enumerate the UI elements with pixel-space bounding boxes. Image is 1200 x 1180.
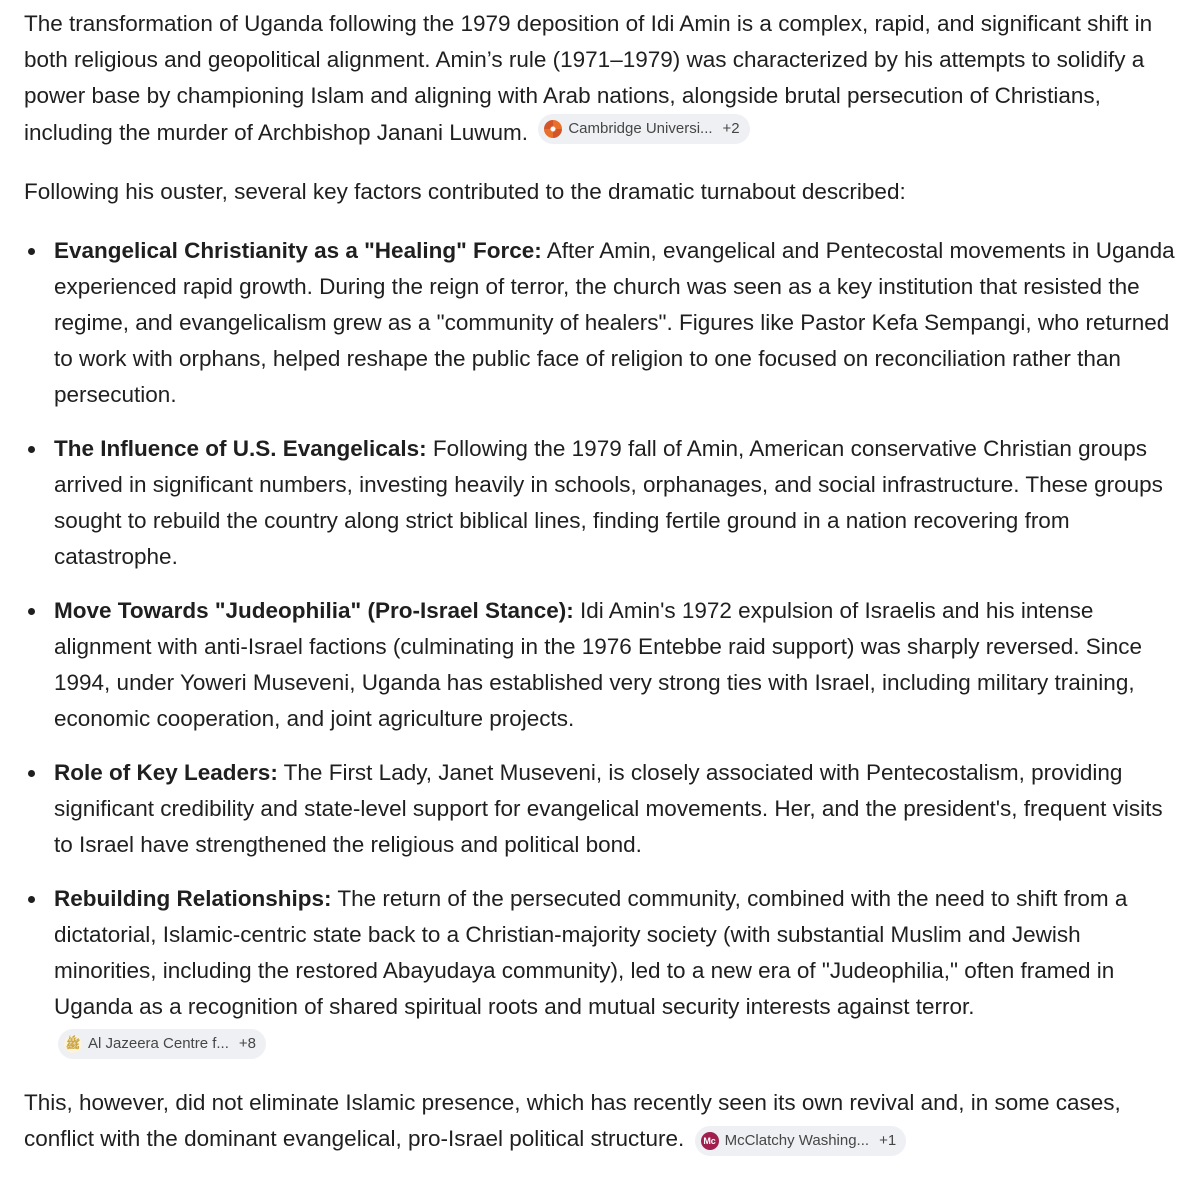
list-item-text: The return of the persecuted community, combined with the need to shift from a dictatorial, Islamic-centric state back to a Christian-majority society (with substantial Muslim and Jewish minorities, including the restored Abayudaya community), led to a new era of "Judeophilia," often framed in Uganda as a recognition of shared spiritual roots and mutual security interests against terror. (54, 886, 1128, 1019)
intro-text: The transformation of Uganda following the 1979 deposition of Idi Amin is a complex, rapid, and significant shift in both religious and geopolitical alignment. Amin’s rule (1971–1979) was characterized by his attempts to solidify a power base by championing Islam and aligning with Arab nations, alongside brutal persecution of Christians, including the murder of Archbishop Janani Luwum. (24, 11, 1153, 145)
citation-chip-aljazeera[interactable] (58, 1029, 266, 1059)
mcclatchy-logo-icon: Mc (701, 1132, 719, 1150)
citation-more-count: +2 (722, 120, 740, 137)
citation-chip-mcclatchy[interactable] (695, 1126, 907, 1156)
response-body (24, 6, 1184, 1180)
citation-source: McClatchy Washing... (724, 1132, 870, 1149)
list-item-text: Idi Amin's 1972 expulsion of Israelis and his intense alignment with anti-Israel factions (culminating in the 1976 Entebbe raid support) was sharply reversed. Since 1994, under Yoweri Museveni, Uganda has established very strong ties with Israel, including military training, economic cooperation, and joint agriculture projects. (54, 598, 1143, 731)
closing-paragraph (24, 1085, 1184, 1157)
list-item (24, 233, 1184, 413)
list-item-title: Move Towards "Judeophilia" (Pro-Israel Stance): (54, 598, 574, 623)
list-item (24, 881, 1184, 1061)
citation-chip-cambridge[interactable] (538, 114, 749, 144)
list-item (24, 431, 1184, 575)
list-item-title: Rebuilding Relationships: (54, 886, 332, 911)
citation-source: Cambridge Universi... (568, 120, 713, 137)
list-item-text: The First Lady, Janet Museveni, is closely associated with Pentecostalism, providing significant credibility and state-level support for evangelical movements. Her, and the president's, frequent visits to Israel have strengthened the religious and political bond. (54, 760, 1163, 857)
list-item-title: Evangelical Christianity as a "Healing" Force: (54, 238, 542, 263)
list-item-title: The Influence of U.S. Evangelicals: (54, 436, 427, 461)
aljazeera-logo-icon: ﷺ (65, 1037, 81, 1051)
lead-paragraph: Following his ouster, several key factors contributed to the dramatic turnabout described: (24, 179, 906, 204)
list-item (24, 593, 1184, 737)
list-item-text: After Amin, evangelical and Pentecostal movements in Uganda experienced rapid growth. During the reign of terror, the church was seen as a key institution that resisted the regime, and evangelicalism grew as a "community of healers". Figures like Pastor Kefa Sempangi, who returned to work with orphans, helped reshape the public face of religion to one focused on reconciliation rather than persecution. (54, 238, 1175, 407)
citation-source: Al Jazeera Centre f... (88, 1035, 229, 1052)
intro-paragraph (24, 6, 1184, 151)
factors-list (24, 233, 1184, 1061)
citation-more-count: +1 (879, 1132, 897, 1149)
citation-more-count: +8 (238, 1035, 257, 1052)
cambridge-logo-icon (544, 120, 562, 138)
closing-text: This, however, did not eliminate Islamic presence, which has recently seen its own revival and, in some cases, conflict with the dominant evangelical, pro-Israel political structure. (24, 1090, 1121, 1151)
list-item-text: Following the 1979 fall of Amin, American conservative Christian groups arrived in significant numbers, investing heavily in schools, orphanages, and social infrastructure. These groups sought to rebuild the country along strict biblical lines, finding fertile ground in a nation recovering from catastrophe. (54, 436, 1163, 569)
list-item-title: Role of Key Leaders: (54, 760, 278, 785)
list-item (24, 755, 1184, 863)
